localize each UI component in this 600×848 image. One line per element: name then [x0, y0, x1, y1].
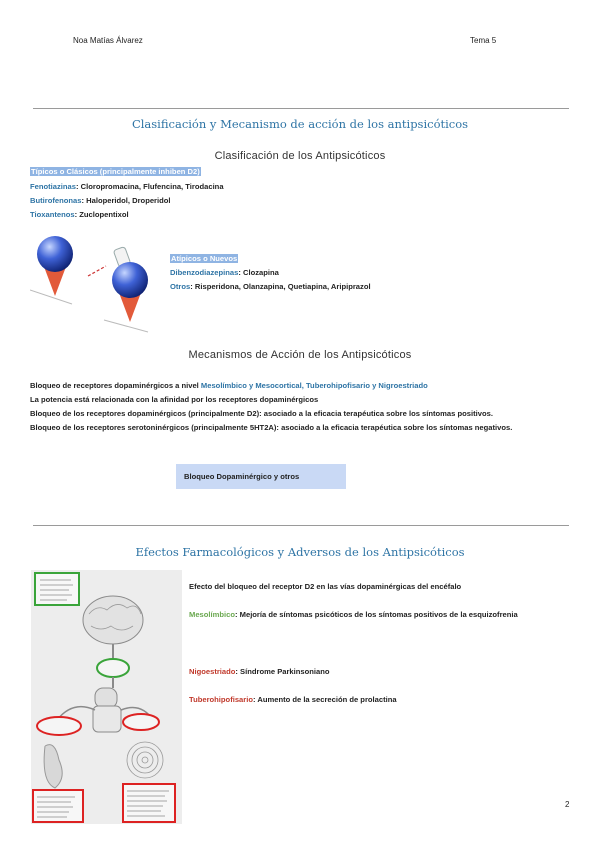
effect-label: Nigoestriado [189, 667, 236, 676]
brain-pathways-figure [31, 570, 182, 824]
atypical-item-text: : Clozapina [238, 268, 279, 277]
effects-intro: Efecto del bloqueo del receptor D2 en las vías dopaminérgicas del encéfalo [189, 582, 462, 591]
section2-title: Efectos Farmacológicos y Adversos de los Antipsicóticos [135, 545, 465, 559]
typical-item-text: : Haloperidol, Droperidol [81, 196, 171, 205]
typical-item [30, 196, 171, 205]
brain-icon [83, 596, 143, 644]
section1-title: Clasificación y Mecanismo de acción de los antipsicóticos [131, 117, 469, 131]
effect-text: : Aumento de la secreción de prolactina [252, 695, 397, 704]
green-circle-marker [97, 659, 129, 677]
typical-item [30, 210, 129, 219]
typical-item-label: Fenotiazinas [30, 182, 76, 191]
effect-text: : Síndrome Parkinsoniano [235, 667, 330, 676]
topic-label: Tema 5 [470, 36, 497, 45]
mechanism-line [30, 381, 428, 390]
typical-item-text: : Cloropromacina, Flufencina, Tirodacina [76, 182, 224, 191]
effect-item [189, 695, 397, 704]
section-divider [33, 108, 569, 109]
author-name: Noa Matías Álvarez [73, 36, 143, 45]
atypical-item [170, 282, 371, 291]
mechanisms-subtitle: Mecanismos de Acción de los Antipsicóticos [188, 349, 412, 361]
section-divider [33, 525, 569, 526]
typical-item-label: Tioxantenos [30, 210, 75, 219]
typical-item-text: : Zuclopentixol [74, 210, 129, 219]
red-circle-marker [37, 717, 81, 735]
mechanism-prefix: Bloqueo de receptores dopaminérgicos a nivel [30, 381, 201, 390]
effect-text: : Mejoría de síntomas psicóticos de los síntomas positivos de la esquizofrenia [235, 610, 518, 619]
classification-subtitle: Clasificación de los Antipsicóticos [214, 150, 386, 162]
typical-item-label: Butirofenonas [30, 196, 82, 205]
head-icon [93, 688, 121, 732]
page-number: 2 [565, 800, 570, 809]
mechanism-line: Bloqueo de los receptores dopaminérgicos (principalmente D2): asociado a la eficacia terapéutica sobre los síntomas positivos. [30, 409, 493, 418]
effect-item [189, 667, 330, 676]
atypical-heading-text: Atípicos o Nuevos [171, 254, 238, 263]
mechanism-line: Bloqueo de los receptores serotoninérgicos (principalmente 5HT2A): asociado a la eficacia terapéutica sobre los síntomas negativos. [30, 423, 513, 432]
atypical-item-label: Otros [170, 282, 191, 291]
mechanism-pathways: Mesolímbico y Mesocortical, Tuberohipofisario y Nigroestriado [200, 381, 428, 390]
effect-item [189, 610, 518, 619]
ball-cone-icon [112, 262, 148, 322]
receptor-illustration [30, 224, 170, 334]
dopamine-block-box [176, 464, 346, 489]
atypical-item [170, 268, 279, 277]
atypical-item-label: Dibenzodiazepinas [170, 268, 239, 277]
typical-heading [30, 167, 201, 176]
ball-cone-icon [37, 236, 73, 296]
red-circle-marker [123, 714, 159, 730]
atypical-heading [170, 254, 238, 263]
mechanism-line: La potencia está relacionada con la afinidad por los receptores dopaminérgicos [30, 395, 319, 404]
effect-label: Mesolímbico [189, 610, 235, 619]
dopamine-block-label: Bloqueo Dopaminérgico y otros [184, 472, 300, 481]
typical-heading-text: Típicos o Clásicos (principalmente inhiben D2) [31, 167, 200, 176]
atypical-item-text: : Risperidona, Olanzapina, Quetiapina, Aripiprazol [190, 282, 371, 291]
typical-item [30, 182, 224, 191]
effect-label: Tuberohipofisario [189, 695, 253, 704]
